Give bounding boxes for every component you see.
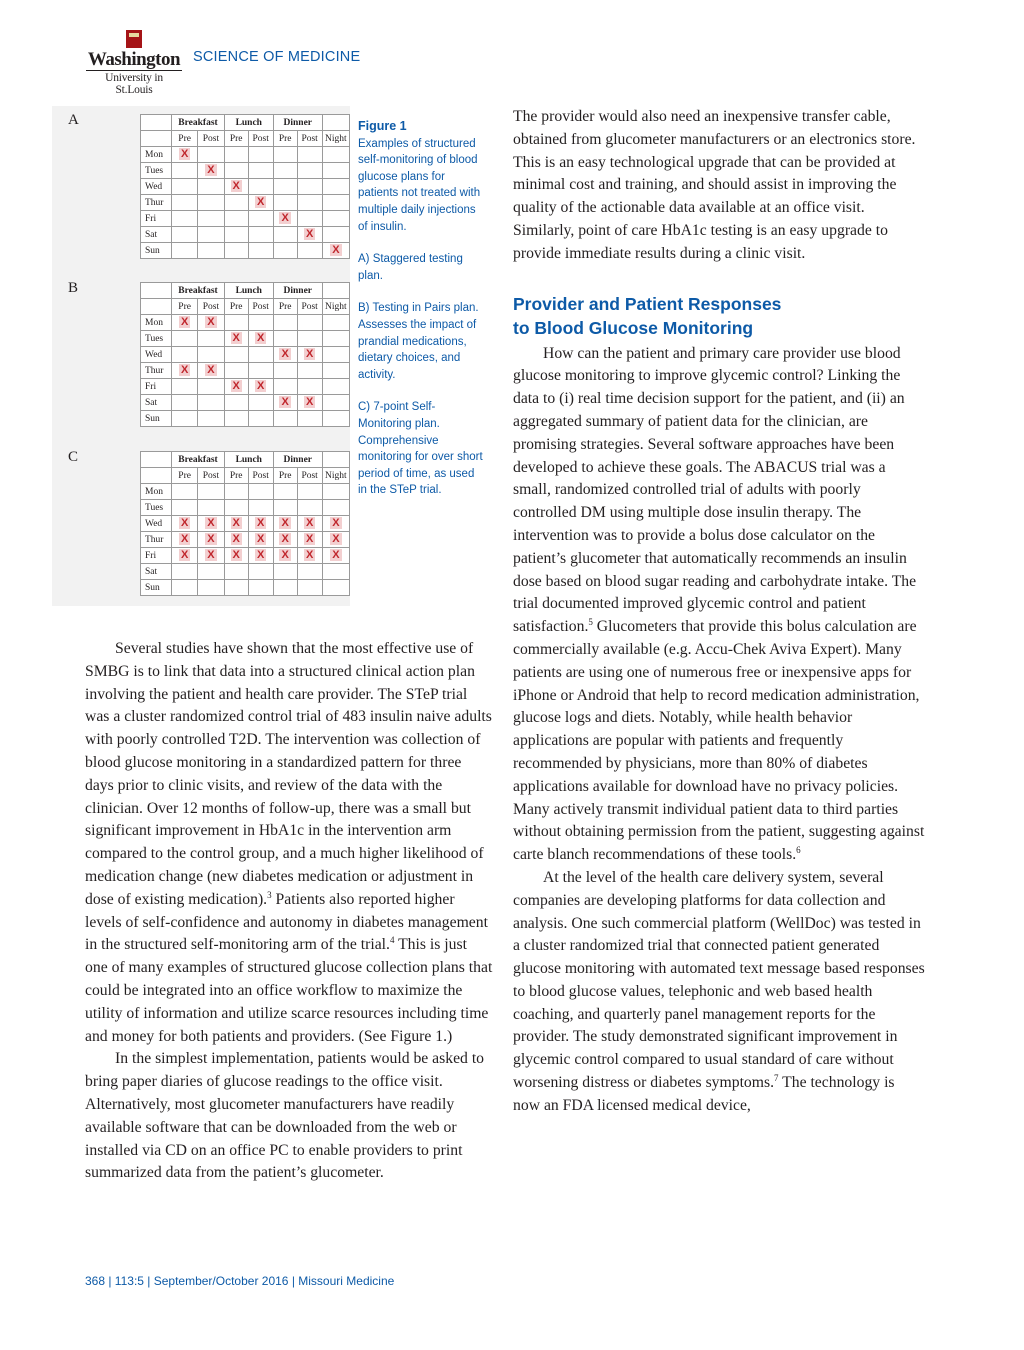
- test-mark: X: [180, 364, 189, 376]
- schedule-cell: [322, 516, 349, 532]
- day-label: Wed: [141, 347, 172, 363]
- test-mark: X: [305, 517, 314, 529]
- table-row: [141, 395, 350, 411]
- schedule-cell: [198, 548, 225, 564]
- schedule-cell: [224, 179, 248, 195]
- day-label: Sun: [141, 580, 172, 596]
- schedule-cell: [172, 347, 198, 363]
- schedule-cell: [198, 227, 225, 243]
- crest-icon: [126, 30, 142, 48]
- day-label: Sun: [141, 411, 172, 427]
- day-label: Mon: [141, 147, 172, 163]
- test-mark: X: [180, 517, 189, 529]
- schedule-cell: [172, 163, 198, 179]
- schedule-cell: [322, 347, 349, 363]
- schedule-cell: [273, 195, 297, 211]
- schedule-cell: [248, 163, 273, 179]
- schedule-cell: [172, 195, 198, 211]
- day-label: Tues: [141, 163, 172, 179]
- day-label: Sun: [141, 243, 172, 259]
- schedule-cell: [297, 564, 322, 580]
- schedule-cell: [248, 227, 273, 243]
- schedule-cell: [248, 395, 273, 411]
- schedule-cell: [248, 179, 273, 195]
- schedule-cell: [273, 516, 297, 532]
- schedule-cell: [172, 315, 198, 331]
- subcolumn-header: Night: [322, 468, 349, 484]
- day-label: Tues: [141, 331, 172, 347]
- schedule-cell: [224, 564, 248, 580]
- schedule-cell: [248, 315, 273, 331]
- page-footer: 368 | 113:5 | September/October 2016 | Missouri Medicine: [85, 1274, 395, 1288]
- test-mark: X: [305, 549, 314, 561]
- test-mark: X: [207, 364, 215, 376]
- test-mark: X: [332, 549, 340, 561]
- schedule-cell: [297, 484, 322, 500]
- day-label: Sat: [141, 227, 172, 243]
- schedule-cell: [273, 315, 297, 331]
- day-label: Mon: [141, 315, 172, 331]
- ref-7[interactable]: 7: [774, 1072, 779, 1083]
- table-row: [141, 580, 350, 596]
- subcolumn-header: Post: [198, 299, 225, 315]
- schedule-cell: [297, 147, 322, 163]
- logo-name: Washington: [87, 49, 181, 70]
- schedule-cell: [198, 331, 225, 347]
- schedule-cell: [198, 516, 225, 532]
- schedule-cell: [224, 548, 248, 564]
- test-mark: X: [207, 316, 215, 328]
- subcolumn-header: Post: [248, 131, 273, 147]
- caption-title: Figure 1: [358, 119, 407, 133]
- schedule-cell: [172, 395, 198, 411]
- schedule-cell: [297, 315, 322, 331]
- test-mark: X: [207, 164, 215, 176]
- schedule-cell: [198, 500, 225, 516]
- schedule-cell: [297, 331, 322, 347]
- test-mark: X: [207, 533, 215, 545]
- schedule-cell: [248, 516, 273, 532]
- day-label: Fri: [141, 211, 172, 227]
- schedule-cell: [224, 243, 248, 259]
- day-label: Sat: [141, 564, 172, 580]
- table-row: [141, 195, 350, 211]
- schedule-cell: [248, 500, 273, 516]
- subcolumn-header: Post: [198, 468, 225, 484]
- schedule-cell: [248, 211, 273, 227]
- right-paragraph-1: How can the patient and primary care provider use blood glucose monitoring to improve glycemic control? Linking the data to (i) real time decision support for the patient, and (ii) an aggregated summary of patient data for the clinician, are promising strategies. Several software approaches have been developed to achieve these goals. The ABACUS trial was a small, randomized controlled trial of adults with poorly controlled DM using multiple dose insulin therapy. The intervention was to provide a bolus dose calculator on the patient’s glucometer that automatically recommends an insulin dose based on blood sugar reading and carbohydrate intake. The trial documented improved glycemic control and patient satisfaction.$^5$ Glucometers that provide this bolus calculation are commercially available (e.g. Accu-Chek Aviva Expert). Many patients are using one of numerous free or inexpensive apps for iPhone or Android that help to record medication administration, glucose logs and diets. Notably, while health behavior applications are popular with patients and frequently recommended by physicians, more than 80% of diabetes applications available for download have no privacy policies. Many actively transmit individual patient data to third parties without obtaining permission from the patient, suggesting against carte blanch recommendations of these tools.$^6$: [513, 344, 925, 864]
- test-mark: X: [232, 533, 240, 545]
- test-mark: X: [232, 549, 240, 561]
- test-mark: X: [180, 549, 189, 561]
- schedule-cell: [297, 227, 322, 243]
- schedule-cell: [224, 580, 248, 596]
- schedule-cell: [224, 379, 248, 395]
- test-mark: X: [232, 180, 240, 192]
- left-paragraph-2: In the simplest implementation, patients would be asked to bring paper diaries of glucose readings to the office visit. Alternatively, most glucometer manufacturers have readily available software that can be downloaded from the web or installed via CD on an office PC to enable providers to print summarized data from the patient’s glucometer.: [85, 1050, 485, 1182]
- schedule-cell: [273, 379, 297, 395]
- schedule-cell: [224, 500, 248, 516]
- schedule-cell: [322, 580, 349, 596]
- meal-header: Breakfast: [172, 115, 225, 131]
- table-row: [141, 227, 350, 243]
- ref-3[interactable]: 3: [267, 889, 272, 900]
- schedule-cell: [224, 363, 248, 379]
- schedule-cell: [248, 363, 273, 379]
- schedule-cell: [198, 484, 225, 500]
- table-row: [141, 564, 350, 580]
- caption-a: A) Staggered testing plan.: [358, 253, 463, 282]
- test-mark: X: [305, 348, 314, 360]
- test-mark: X: [232, 332, 240, 344]
- subcolumn-header: Post: [297, 468, 322, 484]
- test-mark: X: [207, 517, 215, 529]
- schedule-cell: [322, 484, 349, 500]
- schedule-cell: [322, 548, 349, 564]
- test-mark: X: [332, 244, 340, 256]
- day-label: Thur: [141, 195, 172, 211]
- schedule-cell: [322, 395, 349, 411]
- test-mark: X: [256, 380, 265, 392]
- schedule-cell: [172, 500, 198, 516]
- table-row: [141, 347, 350, 363]
- panel-letter-a: A: [68, 112, 79, 128]
- schedule-cell: [198, 211, 225, 227]
- subcolumn-header: Pre: [172, 299, 198, 315]
- schedule-cell: [322, 195, 349, 211]
- table-row: [141, 315, 350, 331]
- right-paragraph-2: At the level of the health care delivery system, several companies are developing platforms for data collection and analysis. One such commercial platform (WellDoc) was tested in a cluster randomized trial that connected patient generated glucose monitoring with automated text message based responses to blood glucose values, telephonic and web based health coaching, and quarterly panel management reports for the provider. The study demonstrated significant improvement in glycemic control compared to usual standard of care without worsening distress or diabetes symptoms.$^7$ The technology is now an FDA licensed medical device,: [513, 868, 925, 1114]
- schedule-cell: [198, 411, 225, 427]
- schedule-cell: [297, 347, 322, 363]
- subcolumn-header: Pre: [224, 299, 248, 315]
- meal-header: Lunch: [224, 452, 273, 468]
- figure-1: [52, 106, 350, 606]
- test-mark: X: [180, 533, 189, 545]
- schedule-cell: [172, 243, 198, 259]
- schedule-cell: [224, 147, 248, 163]
- schedule-cell: [198, 163, 225, 179]
- test-mark: X: [232, 380, 240, 392]
- caption-intro: Examples of structured self-monitoring of blood glucose plans for patients not treated with multiple daily injections of insulin.: [358, 137, 481, 233]
- schedule-cell: [172, 516, 198, 532]
- schedule-cell: [322, 315, 349, 331]
- schedule-cell: [224, 347, 248, 363]
- subcolumn-header: Pre: [172, 131, 198, 147]
- panel-letter-b: B: [68, 280, 79, 296]
- schedule-cell: [322, 411, 349, 427]
- subcolumn-header: Pre: [273, 299, 297, 315]
- schedule-cell: [322, 211, 349, 227]
- schedule-cell: [172, 379, 198, 395]
- schedule-cell: [273, 395, 297, 411]
- schedule-cell: [198, 363, 225, 379]
- day-label: Fri: [141, 379, 172, 395]
- schedule-cell: [224, 411, 248, 427]
- subcolumn-header: Pre: [224, 468, 248, 484]
- schedule-cell: [198, 395, 225, 411]
- schedule-cell: [248, 580, 273, 596]
- schedule-cell: [172, 564, 198, 580]
- subcolumn-header: Pre: [224, 131, 248, 147]
- test-mark: X: [281, 396, 289, 408]
- test-mark: X: [256, 196, 265, 208]
- day-label: Thur: [141, 532, 172, 548]
- test-mark: X: [281, 517, 289, 529]
- schedule-cell: [322, 363, 349, 379]
- day-label: Tues: [141, 500, 172, 516]
- schedule-cell: [273, 147, 297, 163]
- section-label: SCIENCE OF MEDICINE: [193, 49, 361, 65]
- test-mark: X: [256, 549, 265, 561]
- subcolumn-header: Night: [322, 131, 349, 147]
- ref-6[interactable]: 6: [796, 844, 801, 855]
- schedule-cell: [273, 532, 297, 548]
- schedule-cell: [273, 347, 297, 363]
- schedule-cell: [224, 195, 248, 211]
- day-label: Wed: [141, 516, 172, 532]
- schedule-cell: [297, 195, 322, 211]
- schedule-cell: [224, 516, 248, 532]
- meal-header: Lunch: [224, 115, 273, 131]
- schedule-cell: [297, 163, 322, 179]
- subcolumn-header: Post: [297, 299, 322, 315]
- subcolumn-header: Pre: [172, 468, 198, 484]
- schedule-cell: [172, 363, 198, 379]
- schedule-cell: [172, 411, 198, 427]
- day-label: Sat: [141, 395, 172, 411]
- schedule-cell: [297, 379, 322, 395]
- meal-header: Dinner: [273, 283, 322, 299]
- schedule-cell: [322, 243, 349, 259]
- schedule-cell: [297, 516, 322, 532]
- schedule-cell: [248, 331, 273, 347]
- right-lead-paragraph: The provider would also need an inexpensive transfer cable, obtained from glucometer manufacturers or an electronics store. This is an easy technological upgrade that can be provided at minimal cost and training, and should assist in improving the quality of the actionable data available at an office visit. Similarly, point of care HbA1c testing is an easy upgrade to provide immediate results during a clinic visit.: [513, 108, 916, 262]
- schedule-cell: [273, 500, 297, 516]
- test-mark: X: [256, 517, 265, 529]
- schedule-cell: [297, 243, 322, 259]
- test-mark: X: [305, 396, 314, 408]
- schedule-cell: [297, 532, 322, 548]
- day-label: Thur: [141, 363, 172, 379]
- schedule-cell: [273, 580, 297, 596]
- schedule-cell: [224, 532, 248, 548]
- test-mark: X: [305, 533, 314, 545]
- test-mark: X: [180, 148, 189, 160]
- schedule-cell: [172, 331, 198, 347]
- schedule-cell: [198, 379, 225, 395]
- table-row: [141, 516, 350, 532]
- subcolumn-header: Post: [297, 131, 322, 147]
- schedule-cell: [172, 484, 198, 500]
- schedule-table: [140, 282, 350, 427]
- test-mark: X: [281, 533, 289, 545]
- schedule-cell: [273, 363, 297, 379]
- table-row: [141, 211, 350, 227]
- schedule-cell: [297, 580, 322, 596]
- test-mark: X: [180, 316, 189, 328]
- table-row: [141, 500, 350, 516]
- schedule-cell: [273, 243, 297, 259]
- table-row: [141, 548, 350, 564]
- schedule-cell: [322, 163, 349, 179]
- section-heading: Provider and Patient Responses to Blood Glucose Monitoring: [513, 293, 782, 339]
- schedule-cell: [248, 548, 273, 564]
- schedule-cell: [273, 411, 297, 427]
- day-label: Wed: [141, 179, 172, 195]
- schedule-cell: [273, 564, 297, 580]
- schedule-cell: [248, 147, 273, 163]
- subcolumn-header: Post: [198, 131, 225, 147]
- caption-b: B) Testing in Pairs plan. Assesses the impact of prandial medications, dietary choices, and activity.: [358, 302, 479, 381]
- meal-header: Dinner: [273, 452, 322, 468]
- schedule-cell: [273, 211, 297, 227]
- table-row: [141, 179, 350, 195]
- schedule-cell: [172, 211, 198, 227]
- table-row: [141, 411, 350, 427]
- table-row: [141, 243, 350, 259]
- schedule-cell: [172, 227, 198, 243]
- test-mark: X: [332, 533, 340, 545]
- schedule-cell: [198, 179, 225, 195]
- schedule-cell: [297, 500, 322, 516]
- ref-5[interactable]: 5: [588, 616, 593, 627]
- schedule-cell: [198, 243, 225, 259]
- test-mark: X: [207, 549, 215, 561]
- test-mark: X: [305, 228, 314, 240]
- figure-caption: [358, 118, 483, 515]
- schedule-cell: [198, 580, 225, 596]
- subcolumn-header: Night: [322, 299, 349, 315]
- test-mark: X: [281, 348, 289, 360]
- day-label: Mon: [141, 484, 172, 500]
- left-column: [85, 638, 493, 1185]
- schedule-cell: [198, 147, 225, 163]
- subcolumn-header: Pre: [273, 468, 297, 484]
- subcolumn-header: Post: [248, 468, 273, 484]
- table-row: [141, 331, 350, 347]
- schedule-cell: [198, 315, 225, 331]
- table-row: [141, 532, 350, 548]
- schedule-cell: [273, 163, 297, 179]
- schedule-cell: [322, 331, 349, 347]
- meal-header: Breakfast: [172, 283, 225, 299]
- schedule-cell: [322, 227, 349, 243]
- schedule-cell: [322, 179, 349, 195]
- schedule-cell: [224, 227, 248, 243]
- schedule-cell: [224, 163, 248, 179]
- test-mark: X: [281, 212, 289, 224]
- subcolumn-header: Pre: [273, 131, 297, 147]
- schedule-table: [140, 114, 350, 259]
- schedule-cell: [322, 147, 349, 163]
- subcolumn-header: Post: [248, 299, 273, 315]
- schedule-cell: [273, 548, 297, 564]
- test-mark: X: [332, 517, 340, 529]
- schedule-table: [140, 451, 350, 596]
- schedule-cell: [172, 147, 198, 163]
- schedule-cell: [248, 564, 273, 580]
- schedule-cell: [198, 195, 225, 211]
- right-column: [513, 106, 925, 1118]
- schedule-cell: [198, 347, 225, 363]
- schedule-cell: [248, 379, 273, 395]
- schedule-cell: [198, 532, 225, 548]
- schedule-cell: [297, 395, 322, 411]
- schedule-cell: [273, 331, 297, 347]
- meal-header: Lunch: [224, 283, 273, 299]
- schedule-cell: [248, 243, 273, 259]
- schedule-cell: [172, 580, 198, 596]
- table-row: [141, 379, 350, 395]
- test-mark: X: [281, 549, 289, 561]
- schedule-cell: [248, 532, 273, 548]
- schedule-cell: [172, 548, 198, 564]
- schedule-cell: [297, 363, 322, 379]
- schedule-cell: [322, 532, 349, 548]
- schedule-cell: [297, 179, 322, 195]
- test-mark: X: [256, 533, 265, 545]
- schedule-cell: [248, 484, 273, 500]
- schedule-cell: [248, 347, 273, 363]
- table-row: [141, 363, 350, 379]
- test-mark: X: [256, 332, 265, 344]
- schedule-cell: [224, 331, 248, 347]
- test-mark: X: [232, 517, 240, 529]
- table-row: [141, 163, 350, 179]
- schedule-cell: [297, 211, 322, 227]
- table-row: [141, 147, 350, 163]
- ref-4[interactable]: 4: [389, 935, 395, 946]
- university-logo: [86, 30, 182, 96]
- logo-subtitle: University in St.Louis: [86, 70, 182, 96]
- schedule-cell: [172, 532, 198, 548]
- schedule-cell: [224, 315, 248, 331]
- meal-header: Breakfast: [172, 452, 225, 468]
- schedule-cell: [297, 411, 322, 427]
- schedule-cell: [322, 379, 349, 395]
- schedule-cell: [224, 395, 248, 411]
- schedule-cell: [273, 179, 297, 195]
- schedule-cell: [248, 195, 273, 211]
- schedule-cell: [322, 564, 349, 580]
- schedule-cell: [224, 211, 248, 227]
- schedule-cell: [172, 179, 198, 195]
- table-row: [141, 484, 350, 500]
- meal-header: Dinner: [273, 115, 322, 131]
- schedule-cell: [273, 484, 297, 500]
- schedule-cell: [273, 227, 297, 243]
- schedule-cell: [248, 411, 273, 427]
- schedule-cell: [297, 548, 322, 564]
- caption-c: C) 7-point Self-Monitoring plan. Comprehensive monitoring for over short period of time, as used in the STeP trial.: [358, 401, 483, 497]
- day-label: Fri: [141, 548, 172, 564]
- schedule-cell: [322, 500, 349, 516]
- schedule-cell: [224, 484, 248, 500]
- panel-letter-c: C: [68, 449, 79, 465]
- schedule-cell: [198, 564, 225, 580]
- left-paragraph-1: Several studies have shown that the most effective use of SMBG is to link that data into a structured clinical action plan involving the patient and health care provider. The STeP trial was a cluster randomized control trial of 483 insulin naive adults with poorly controlled T2D. The intervention was collection of blood glucose monitoring in a standardized pattern for three days prior to clinic visits, and review of the data with the clinician. Over 12 months of follow-up, there was a small but significant improvement in HbA1c in the intervention arm compared to the control group, and a much higher likelihood of medication change (new diabetes medication or adjustment in dose of existing medication).$^3$ Patients also reported higher levels of self-confidence and autonomy in diabetes management in the structured self-monitoring arm of the trial.$^4$ This is just one of many examples of structured glucose collection plans that could be integrated into an office workflow to maximize the utility of information and utilize scarce resources including time and money for both patients and providers. (See Figure 1.): [85, 640, 493, 1045]
